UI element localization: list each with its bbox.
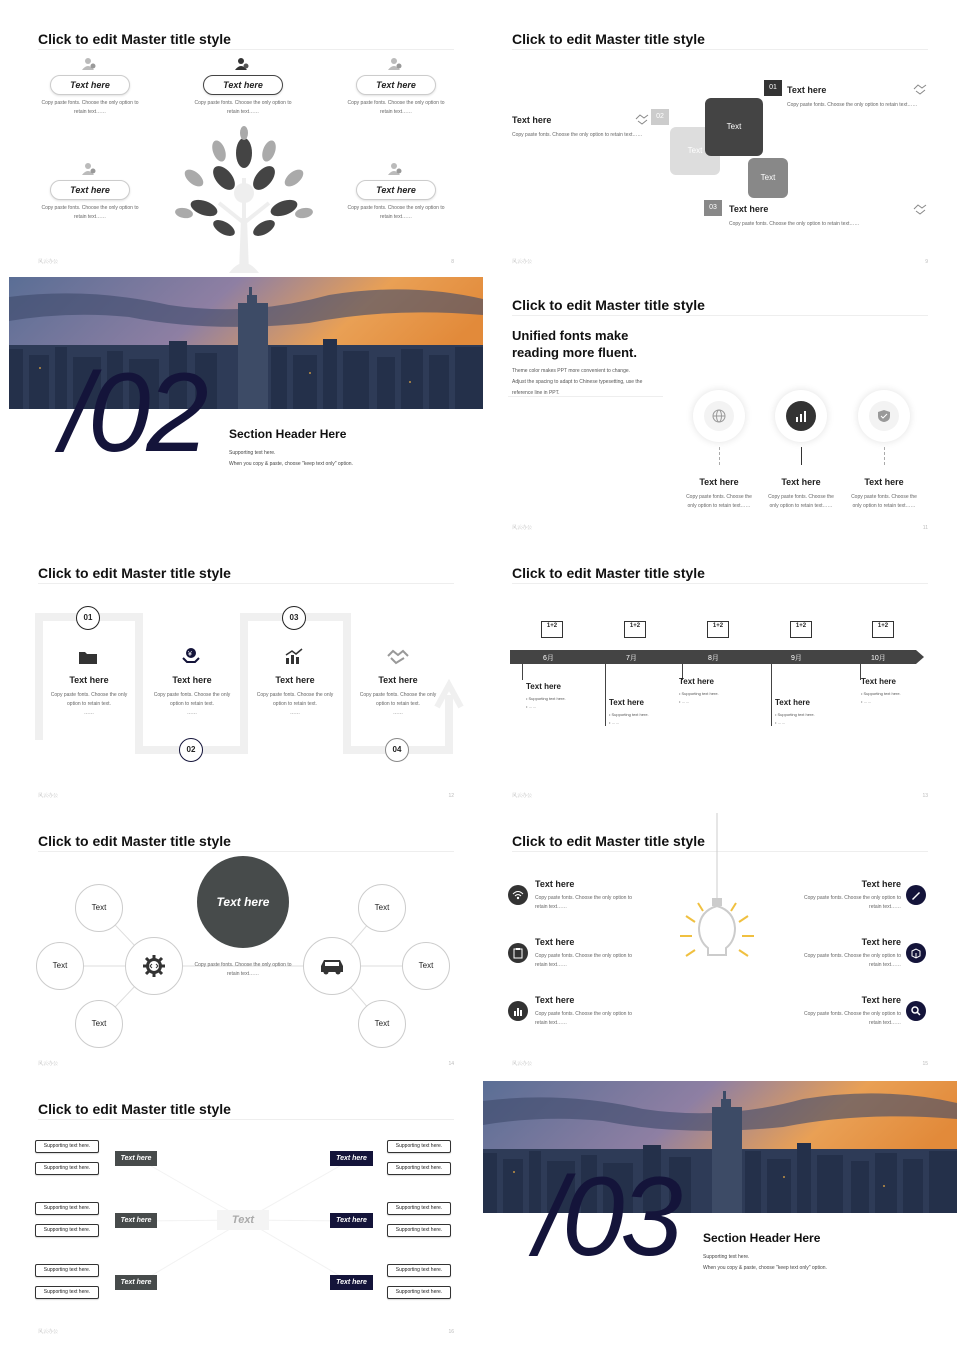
month-label: 6月: [543, 655, 554, 662]
caption: Copy paste fonts. Choose the only option to retain text……: [787, 102, 918, 108]
number-badge: 03: [704, 200, 722, 216]
connector: [605, 664, 606, 726]
handshake-icon: [387, 649, 409, 665]
footer-mark: 风云办公: [512, 259, 533, 265]
number-badge: 01: [764, 80, 782, 96]
user-icon: [81, 162, 97, 176]
ellipsis: ……: [393, 710, 403, 716]
event-bullets: • Supporting text here. • ……: [679, 691, 719, 704]
slide-title: Click to edit Master title style: [38, 1101, 231, 1117]
footer-mark: 风云办公: [38, 793, 59, 799]
node-circle[interactable]: Text: [402, 942, 450, 990]
page-number: 14: [448, 1061, 454, 1067]
section-header: Section Header Here: [703, 1231, 821, 1245]
step-heading: Text here: [69, 675, 109, 685]
caption: Copy paste fonts. Choose the only option to retain text……: [686, 494, 752, 509]
page-number: 15: [922, 1061, 928, 1067]
month-label: 10月: [871, 655, 886, 662]
search-icon: [910, 1005, 922, 1017]
leaf-box[interactable]: Supporting text here.: [387, 1140, 451, 1153]
footer-mark: 风云办公: [512, 525, 533, 531]
supporting-text: Supporting text here.: [703, 1254, 750, 1260]
step-heading: Text here: [378, 675, 418, 685]
body-text: reference line in PPT.: [512, 390, 560, 396]
step-number: 04: [385, 738, 409, 762]
event-heading: Text here: [526, 682, 561, 691]
tree-illustration: [169, 123, 319, 273]
footer-mark: 风云办公: [512, 793, 533, 799]
leaf-box[interactable]: Supporting text here.: [387, 1202, 451, 1215]
box-icon: [910, 947, 922, 959]
item-heading: Text here: [512, 115, 552, 125]
slide-branch-tree[interactable]: [9, 1081, 483, 1343]
caption: Copy paste fonts. Choose the only option to retain text……: [803, 895, 901, 910]
caption: Copy paste fonts. Choose the only option to retain text……: [512, 132, 643, 138]
caption: Copy paste fonts. Choose the only option to retain text.: [256, 692, 334, 707]
gear-code-icon: [142, 954, 166, 978]
reference-line: [508, 396, 663, 397]
bar-chart-icon: [794, 409, 808, 423]
caption: Copy paste fonts. Choose the only option to retain text……: [347, 100, 445, 115]
title-rule: [38, 49, 454, 50]
leaf-box[interactable]: Supporting text here.: [35, 1224, 99, 1237]
section-number: /02: [61, 350, 205, 475]
user-icon: [387, 162, 403, 176]
leaf-box[interactable]: Supporting text here.: [387, 1264, 451, 1277]
month-label: 8月: [708, 655, 719, 662]
page-number: 8: [451, 259, 454, 265]
ellipsis: ……: [84, 710, 94, 716]
folder-icon: [78, 649, 98, 665]
slide-lightbulb[interactable]: [483, 813, 957, 1075]
slide-tree[interactable]: [9, 11, 483, 273]
branch-node[interactable]: Text here: [330, 1213, 373, 1228]
event-bullets: • Supporting text here. • ……: [609, 712, 649, 725]
lightbulb-icon: [678, 813, 758, 968]
title-rule: [512, 583, 928, 584]
leaf-box[interactable]: Supporting text here.: [35, 1162, 99, 1175]
user-icon: [81, 57, 97, 71]
caption: Copy paste fonts. Choose the only option to retain text……: [803, 953, 901, 968]
item-heading: Text here: [535, 879, 575, 889]
supporting-text: Supporting text here.: [229, 450, 276, 456]
page-number: 16: [448, 1329, 454, 1335]
slide-title: Click to edit Master title style: [38, 31, 231, 47]
section-number: /03: [535, 1154, 679, 1279]
item-heading: Text here: [861, 995, 901, 1005]
shield-icon: [877, 409, 891, 423]
event-heading: Text here: [775, 698, 810, 707]
slide-numbered-blocks[interactable]: [483, 11, 957, 273]
caption: Copy paste fonts. Choose the only option to retain text……: [768, 494, 834, 509]
caption: Copy paste fonts. Choose the only option to retain text……: [194, 100, 292, 115]
step-heading: Text here: [172, 675, 212, 685]
slide-title: Click to edit Master title style: [512, 31, 705, 47]
slide-fonts[interactable]: [483, 277, 957, 539]
node-circle[interactable]: Text: [75, 1000, 123, 1048]
slide-title: Click to edit Master title style: [512, 297, 705, 313]
calendar-icon: 1+2: [872, 621, 894, 638]
caption: Copy paste fonts. Choose the only option to retain text.: [153, 692, 231, 707]
text-pill[interactable]: Text here: [50, 180, 130, 200]
connector: [771, 664, 772, 726]
text-pill[interactable]: Text here: [356, 180, 436, 200]
connector: [719, 447, 720, 465]
node-circle[interactable]: Text: [358, 884, 406, 932]
handshake-icon: [913, 83, 927, 95]
slide-title: Click to edit Master title style: [38, 833, 231, 849]
caption: Copy paste fonts. Choose the only option to retain text……: [803, 1011, 901, 1026]
handshake-icon: [913, 203, 927, 215]
featured-circle[interactable]: Text here: [197, 856, 289, 948]
step-number: 03: [282, 606, 306, 630]
node-circle[interactable]: Text: [36, 942, 84, 990]
ellipsis: ……: [187, 710, 197, 716]
calendar-icon: 1+2: [707, 621, 729, 638]
caption: Copy paste fonts. Choose the only option to retain text……: [347, 205, 445, 220]
caption: Copy paste fonts. Choose the only option to retain text……: [535, 953, 633, 968]
handshake-icon: [635, 113, 649, 125]
item-heading: Text here: [861, 879, 901, 889]
heading-line: Unified fonts make: [512, 328, 629, 343]
connector: [884, 447, 885, 465]
leaf-box[interactable]: Supporting text here.: [387, 1162, 451, 1175]
event-heading: Text here: [679, 677, 714, 686]
page-number: 13: [922, 793, 928, 799]
branch-node[interactable]: Text here: [330, 1275, 373, 1290]
event-heading: Text here: [861, 677, 896, 686]
heading-line: reading more fluent.: [512, 345, 637, 360]
body-text: Theme color makes PPT more convenient to change.: [512, 368, 631, 374]
caption: Copy paste fonts. Choose the only option to retain text……: [851, 494, 917, 509]
caption: Copy paste fonts. Choose the only option to retain text……: [41, 205, 139, 220]
body-text: Adjust the spacing to adapt to Chinese typesetting, use the: [512, 379, 643, 385]
item-heading: Text here: [729, 204, 769, 214]
caption: Copy paste fonts. Choose the only option to retain text……: [535, 1011, 633, 1026]
step-heading: Text here: [275, 675, 315, 685]
car-icon: [319, 956, 345, 976]
branch-node[interactable]: Text here: [115, 1213, 157, 1228]
center-node[interactable]: Text: [217, 1210, 269, 1230]
caption: Copy paste fonts. Choose the only option to retain text……: [194, 962, 292, 977]
footer-mark: 风云办公: [512, 1061, 533, 1067]
wifi-icon: [512, 889, 524, 901]
slide-title: Click to edit Master title style: [512, 833, 705, 849]
connector: [522, 664, 523, 680]
leaf-box[interactable]: Supporting text here.: [387, 1224, 451, 1237]
caption: Copy paste fonts. Choose the only option to retain text……: [535, 895, 633, 910]
item-heading: Text here: [535, 995, 575, 1005]
footer-mark: 风云办公: [38, 259, 59, 265]
page-number: 9: [925, 259, 928, 265]
footer-mark: 风云办公: [38, 1329, 59, 1335]
leaf-box[interactable]: Supporting text here.: [35, 1286, 99, 1299]
text-pill[interactable]: Text here: [356, 75, 436, 95]
node-circle[interactable]: Text: [358, 1000, 406, 1048]
slide-mind-map[interactable]: [9, 813, 483, 1075]
event-heading: Text here: [609, 698, 644, 707]
leaf-box[interactable]: Supporting text here.: [387, 1286, 451, 1299]
connector: [801, 447, 802, 465]
text-pill[interactable]: Text here: [203, 75, 283, 95]
item-heading: Text here: [861, 937, 901, 947]
item-heading: Text here: [787, 85, 827, 95]
money-hand-icon: [181, 647, 201, 665]
footer-mark: 风云办公: [38, 1061, 59, 1067]
event-bullets: • Supporting text here. • ……: [861, 691, 901, 704]
branch-node[interactable]: Text here: [115, 1275, 157, 1290]
text-pill[interactable]: Text here: [50, 75, 130, 95]
step-number: 01: [76, 606, 100, 630]
caption: Copy paste fonts. Choose the only option to retain text……: [729, 221, 860, 227]
slide-section-03[interactable]: [483, 1081, 957, 1343]
section-header: Section Header Here: [229, 427, 347, 441]
leaf-box[interactable]: Supporting text here.: [35, 1202, 99, 1215]
month-label: 9月: [791, 655, 802, 662]
chart-icon: [512, 1005, 524, 1017]
branch-node[interactable]: Text here: [115, 1151, 157, 1166]
event-bullets: • Supporting text here. • ……: [775, 712, 815, 725]
block[interactable]: Text: [705, 98, 763, 156]
page-number: 11: [922, 525, 928, 531]
number-badge: 02: [651, 109, 669, 125]
slide-timeline[interactable]: [483, 545, 957, 807]
leaf-box[interactable]: Supporting text here.: [35, 1140, 99, 1153]
slide-title: Click to edit Master title style: [38, 565, 231, 581]
ellipsis: ……: [290, 710, 300, 716]
title-rule: [512, 315, 928, 316]
block[interactable]: Text: [748, 158, 788, 198]
event-bullets: • Supporting text here. • ……: [526, 696, 566, 709]
supporting-text: When you copy & paste, choose "keep text only" option.: [703, 1265, 827, 1271]
caption: Copy paste fonts. Choose the only option to retain text.: [359, 692, 437, 707]
supporting-text: When you copy & paste, choose "keep text only" option.: [229, 461, 353, 467]
block[interactable]: Text: [670, 127, 720, 175]
item-heading: Text here: [864, 477, 904, 487]
clipboard-icon: [512, 947, 524, 959]
svg-text:¥: ¥: [188, 651, 192, 658]
caption: Copy paste fonts. Choose the only option to retain text……: [41, 100, 139, 115]
leaf-box[interactable]: Supporting text here.: [35, 1264, 99, 1277]
calendar-icon: 1+2: [790, 621, 812, 638]
branch-node[interactable]: Text here: [330, 1151, 373, 1166]
node-circle[interactable]: Text: [75, 884, 123, 932]
globe-icon: [712, 409, 726, 423]
slide-section-02[interactable]: [9, 277, 483, 539]
caption: Copy paste fonts. Choose the only option to retain text.: [50, 692, 128, 707]
title-rule: [512, 49, 928, 50]
calendar-icon: 1+2: [624, 621, 646, 638]
item-heading: Text here: [699, 477, 739, 487]
growth-chart-icon: [284, 648, 304, 664]
pencil-icon: [910, 889, 922, 901]
month-label: 7月: [626, 655, 637, 662]
item-heading: Text here: [535, 937, 575, 947]
user-icon: [387, 57, 403, 71]
page-number: 12: [448, 793, 454, 799]
user-icon: [234, 57, 250, 71]
slide-process[interactable]: [9, 545, 483, 807]
calendar-icon: 1+2: [541, 621, 563, 638]
item-heading: Text here: [781, 477, 821, 487]
slide-title: Click to edit Master title style: [512, 565, 705, 581]
step-number: 02: [179, 738, 203, 762]
